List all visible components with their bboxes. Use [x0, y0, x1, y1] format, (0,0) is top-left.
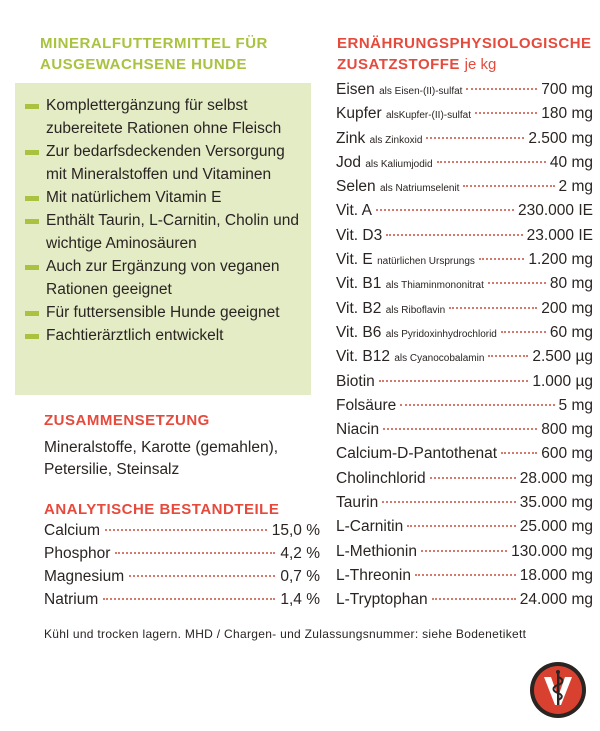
bullet-bar-icon [25, 265, 39, 270]
additive-value: 200 mg [541, 299, 593, 317]
additives-list [336, 81, 593, 616]
additive-name: Folsäure [336, 396, 397, 414]
additive-row [336, 373, 593, 397]
additive-name: Biotin [336, 372, 375, 390]
left-title-line1: MINERALFUTTERMITTEL FÜR [40, 35, 268, 52]
additive-name: Kupfer [336, 105, 382, 123]
analytics-row [44, 591, 320, 614]
bullet-bar-icon [25, 311, 39, 316]
additive-value: 1.000 µg [532, 372, 593, 390]
additive-row [336, 518, 593, 542]
additive-value: 5 mg [558, 396, 593, 414]
benefit-text: Mit natürlichem Vitamin E [46, 189, 222, 206]
additive-row [336, 227, 593, 251]
additive-value: 18.000 mg [519, 566, 593, 584]
benefit-item [25, 94, 307, 140]
additive-name: Niacin [336, 421, 380, 439]
additive-note: als Riboflavin [385, 304, 446, 316]
additive-row [336, 567, 593, 591]
dot-leader [415, 574, 516, 576]
additive-note: als Kaliumjodid [365, 158, 433, 170]
additive-name: Vit. B2 [336, 299, 382, 317]
dot-leader [479, 258, 524, 260]
additive-value: 2 mg [558, 178, 593, 196]
analytics-value: 1,4 % [280, 591, 320, 608]
analytics-name: Natrium [44, 591, 99, 608]
additive-value: 2.500 µg [532, 348, 593, 366]
additive-row [336, 324, 593, 348]
left-title-line2: AUSGEWACHSENE HUNDE [40, 56, 248, 73]
bullet-bar-icon [25, 219, 39, 224]
right-title-unit: je kg [464, 56, 497, 73]
right-title-line2: ZUSATZSTOFFE [337, 56, 460, 73]
bullet-bar-icon [25, 334, 39, 339]
additive-value: 40 mg [549, 153, 593, 171]
dot-leader [501, 452, 537, 454]
dot-leader [437, 161, 546, 163]
additive-value: 25.000 mg [519, 518, 593, 536]
analytics-value: 0,7 % [280, 568, 320, 585]
benefit-text: Fachtierärztlich entwickelt [46, 327, 224, 344]
additive-value: 23.000 IE [526, 226, 593, 244]
dot-leader [426, 137, 524, 139]
analytics-value: 15,0 % [271, 522, 320, 539]
additive-note: als Pyridoxinhydrochlorid [385, 328, 497, 340]
dot-leader [488, 282, 546, 284]
benefit-item [25, 324, 307, 347]
additive-row [336, 178, 593, 202]
dot-leader [386, 234, 522, 236]
additive-name: Vit. D3 [336, 226, 383, 244]
benefit-text: Für futtersensible Hunde geeignet [46, 304, 280, 321]
additive-note: alsKupfer-(II)-sulfat [385, 110, 472, 122]
additive-row [336, 348, 593, 372]
right-title [337, 33, 597, 75]
storage-note: Kühl und trocken lagern. MHD / Chargen- und Zulassungsnummer: siehe Bodenetikett [44, 627, 527, 641]
additive-value: 230.000 IE [518, 202, 593, 220]
additive-value: 180 mg [541, 105, 593, 123]
bullet-bar-icon [25, 104, 39, 109]
dot-leader [105, 529, 267, 531]
analytics-row [44, 522, 320, 545]
composition-text: Mineralstoffe, Karotte (gemahlen), Petersilie, Steinsalz [44, 439, 279, 478]
additive-row [336, 397, 593, 421]
dot-leader [466, 88, 537, 90]
additive-name: Vit. A [336, 202, 372, 220]
benefit-list [15, 83, 311, 395]
analytics-name: Phosphor [44, 545, 111, 562]
benefit-text: Auch zur Ergänzung von veganen Rationen geeignet [46, 258, 280, 298]
dot-leader [449, 307, 537, 309]
additive-name: Jod [336, 153, 361, 171]
bullet-bar-icon [25, 150, 39, 155]
bullet-bar-icon [25, 196, 39, 201]
additive-name: L-Threonin [336, 566, 411, 584]
additive-note: als Natriumselenit [379, 183, 460, 195]
analytics-row [44, 545, 320, 568]
additive-row [336, 421, 593, 445]
analytics-list [44, 522, 320, 614]
additive-row [336, 591, 593, 615]
additive-note: als Zinkoxid [369, 134, 423, 146]
benefit-text: Enthält Taurin, L-Carnitin, Cholin und wichtige Aminosäuren [46, 212, 300, 252]
analytics-row [44, 568, 320, 591]
additive-row [336, 300, 593, 324]
additive-row [336, 130, 593, 154]
additive-value: 24.000 mg [519, 591, 593, 609]
additive-value: 35.000 mg [519, 494, 593, 512]
additive-row [336, 105, 593, 129]
additive-row [336, 275, 593, 299]
additive-value: 600 mg [541, 445, 593, 463]
analytics-heading: ANALYTISCHE BESTANDTEILE [44, 501, 280, 518]
dot-leader [430, 477, 516, 479]
left-title [40, 33, 310, 75]
dot-leader [129, 575, 275, 577]
additive-note: als Thiaminmononitrat [385, 280, 484, 292]
dot-leader [463, 185, 554, 187]
additive-row [336, 154, 593, 178]
benefit-item [25, 209, 307, 255]
additive-note: als Cyanocobalamin [394, 353, 485, 365]
additive-note: natürlichen Ursprungs [377, 256, 475, 268]
additive-row [336, 81, 593, 105]
additive-row [336, 543, 593, 567]
analytics-name: Calcium [44, 522, 100, 539]
additive-value: 28.000 mg [519, 469, 593, 487]
benefit-text: Zur bedarfsdeckenden Versorgung mit Mineralstoffen und Vitaminen [46, 143, 285, 183]
dot-leader [115, 552, 275, 554]
additive-row [336, 494, 593, 518]
additive-value: 800 mg [541, 421, 593, 439]
additive-row [336, 251, 593, 275]
dot-leader [501, 331, 546, 333]
additive-name: L-Tryptophan [336, 591, 428, 609]
additive-value: 60 mg [549, 323, 593, 341]
additive-name: Selen [336, 178, 376, 196]
dot-leader [376, 209, 514, 211]
benefit-item [25, 301, 307, 324]
benefit-text: Komplettergänzung für selbst zubereitete Rationen ohne Fleisch [46, 97, 282, 137]
additive-name: Cholinchlorid [336, 469, 426, 487]
dot-leader [400, 404, 554, 406]
additive-name: L-Methionin [336, 542, 417, 560]
additive-row [336, 470, 593, 494]
additive-value: 80 mg [549, 275, 593, 293]
dot-leader [382, 501, 516, 503]
additive-name: Vit. B12 [336, 348, 391, 366]
composition-heading: ZUSAMMENSETZUNG [44, 412, 210, 429]
additive-name: Calcium-D-Pantothenat [336, 445, 498, 463]
analytics-name: Magnesium [44, 568, 125, 585]
benefit-item [25, 255, 307, 301]
additive-name: Vit. E [336, 251, 373, 269]
dot-leader [488, 355, 528, 357]
additive-value: 700 mg [541, 81, 593, 98]
additive-value: 1.200 mg [528, 251, 593, 269]
additive-row [336, 445, 593, 469]
additive-value: 130.000 mg [511, 542, 593, 560]
dot-leader [407, 525, 516, 527]
veterinary-seal-icon [528, 660, 588, 720]
analytics-value: 4,2 % [280, 545, 320, 562]
dot-leader [103, 598, 275, 600]
dot-leader [383, 428, 537, 430]
benefit-item [25, 140, 307, 186]
dot-leader [432, 598, 516, 600]
additive-name: Zink [336, 129, 366, 147]
dot-leader [379, 380, 529, 382]
dot-leader [421, 550, 507, 552]
dot-leader [475, 112, 537, 114]
additive-row [336, 202, 593, 226]
additive-name: Vit. B1 [336, 275, 382, 293]
additive-name: L-Carnitin [336, 518, 404, 536]
additive-note: als Eisen-(II)-sulfat [379, 86, 463, 97]
additive-name: Vit. B6 [336, 323, 382, 341]
benefit-item [25, 186, 307, 209]
additive-name: Eisen [336, 81, 375, 98]
additive-value: 2.500 mg [528, 129, 593, 147]
additive-name: Taurin [336, 494, 379, 512]
right-title-line1: ERNÄHRUNGSPHYSIOLOGISCHE [337, 35, 592, 52]
